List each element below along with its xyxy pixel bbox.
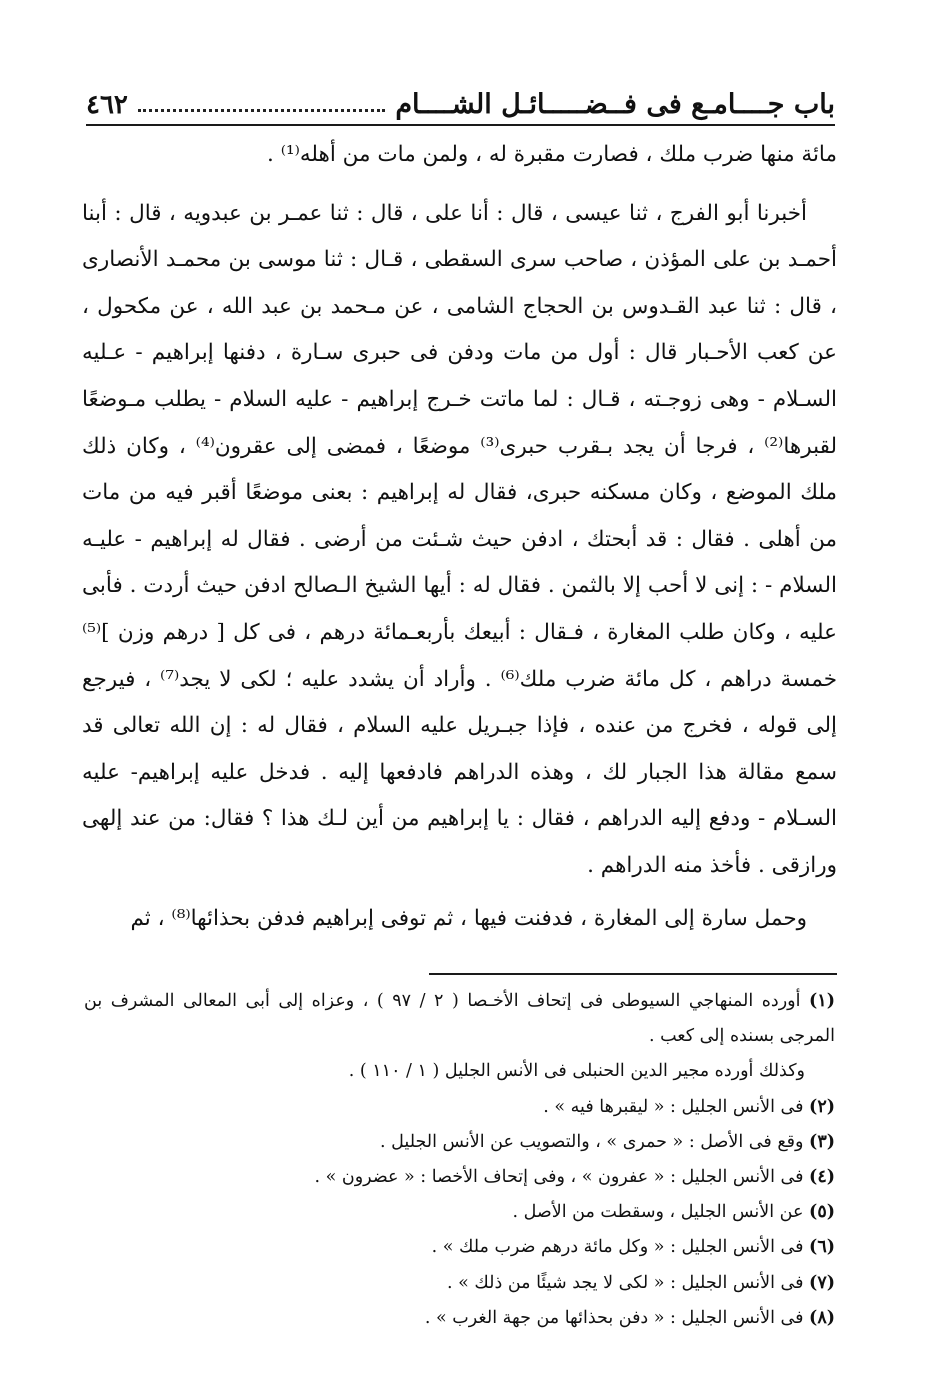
footnote-number: (٥) bbox=[809, 1202, 835, 1223]
footnote-text: فى الأنس الجليل : « دفن بحذائها من جهة الغرب » . bbox=[424, 1307, 804, 1328]
paragraph-1: مائة منها ضرب ملك ، فصارت مقبرة له ، ولمن مات من أهله⁽¹⁾ . bbox=[267, 142, 837, 167]
footnotes bbox=[84, 984, 835, 1336]
footnote-3 bbox=[84, 1125, 835, 1160]
running-header bbox=[86, 72, 835, 126]
footnote-6 bbox=[84, 1230, 835, 1265]
footnote-text: فى الأنس الجليل : « عفرون » ، وفى إتحاف الأخصا : « عضرون » . bbox=[314, 1167, 804, 1188]
footnote-2 bbox=[84, 1090, 835, 1125]
footnote-text: وقع فى الأصل : « حمرى » ، والتصويب عن الأنس الجليل . bbox=[380, 1131, 804, 1152]
footnote-5 bbox=[84, 1195, 835, 1230]
header-title: باب جــــامـع فى فــضـــــائـل الشــــام bbox=[395, 89, 835, 120]
footnote-text: فى الأنس الجليل : « لكى لا يجد شيئًا من ذلك » . bbox=[446, 1272, 804, 1293]
footnote-text: عن الأنس الجليل ، وسقطت من الأصل . bbox=[512, 1202, 804, 1223]
footnote-number: (٨) bbox=[809, 1307, 835, 1328]
paragraph-3: وحمل سارة إلى المغارة ، فدفنت فيها ، ثم توفى إبراهيم فدفن بحذائها⁽⁸⁾ ، ثم bbox=[130, 905, 807, 931]
footnote-1 bbox=[84, 984, 835, 1054]
footnote-number: (٢) bbox=[809, 1096, 835, 1117]
footnote-number: (٦) bbox=[809, 1237, 835, 1258]
footnote-number: (٧) bbox=[809, 1272, 835, 1293]
page-number: ٤٦٢ bbox=[86, 90, 128, 120]
paragraph-2: أخبرنا أبو الفرج ، ثنا عيسى ، قال : أنا على ، قال : ثنا عمـر بن عبدويه ، قال : أبنا أحمـد بن على المؤذن ، صاحب سرى السقطى ، قـال : ثنا موسى بن محمـد الأنصارى ، قال : ثنا عبد القـدوس بن الحجاج الشامى ، عن مـحمد بن عبد الله ، عن مكحول ، عن كعب الأحـبار قال : أول من مات ودفن فى حبرى سـارة ، دفنها إبراهيم - عـليه السـلام - وهى زوجـته ، قـال : لما ماتت خـرج إبراهيم - عليه السلام - يطلب مـوضعًا لقبرها⁽²⁾ ، فرجا أن يجد بـقرب حبرى⁽³⁾ موضعًا ، فمضى إلى عقرون⁽⁴⁾ ، وكان ذلك ملك الموضع ، وكان مسكنه حبرى، فقال له إبراهيم : بعنى موضعًا أقبر فيه من مات من أهلى . فقال : قد أبحتك ، ادفن حيث شـئت من أرضى . فقال له إبراهيم - عليـه السلام - : إنى لا أحب إلا بالثمن . فقال له : أيها الشيخ الـصالح ادفن حيث أردت . فأبى عليه ، وكان طلب المغارة ، فـقال : أبيعك بأربعـمائة درهم ، فى كل [ درهم وزن ]⁽⁵⁾ خمسة دراهم ، كل مائة ضرب ملك⁽⁶⁾ . وأراد أن يشدد عليه ؛ لكى لا يجد⁽⁷⁾ ، فيرجع إلى قوله ، فخرج من عنده ، فإذا جبـريل عليه السلام ، فقال له : إن الله تعالى قد سمع مقالة هذا الجبار لك ، وهذه الدراهم فادفعها إليه . فدخل عليه إبراهيم- عليه السـلام - ودفع إليه الدراهم ، فقال : يا إبراهيم من أين لـك هذا ؟ فقال: من عند إلهى ورازقى . فأخذ منه الدراهم . bbox=[82, 200, 837, 878]
footnote-number: (٣) bbox=[809, 1131, 835, 1152]
footnote-number: (٤) bbox=[809, 1167, 835, 1188]
footnote-8 bbox=[84, 1301, 835, 1336]
footnote-text: وكذلك أورده مجير الدين الحنبلى فى الأنس الجليل ( ١ / ١١٠ ) . bbox=[348, 1061, 805, 1082]
main-text bbox=[82, 132, 837, 942]
footnote-text: فى الأنس الجليل : « ليقبرها فيه » . bbox=[543, 1096, 804, 1117]
footnote-text: أورده المنهاجي السيوطى فى إتحاف الأخـصا ( ٢ / ٩٧ ) ، وعزاه إلى أبى المعالى المشرف بن المرجى بسنده إلى كعب . bbox=[84, 991, 835, 1047]
header-leader-dots bbox=[138, 109, 385, 112]
footnote-number: (١) bbox=[809, 991, 835, 1011]
footnote-7 bbox=[84, 1266, 835, 1301]
footnote-1-continued bbox=[84, 1054, 835, 1089]
footnote-text: فى الأنس الجليل : « وكل مائة درهم ضرب ملك » . bbox=[431, 1237, 804, 1258]
footnote-4 bbox=[84, 1160, 835, 1195]
footnote-separator bbox=[429, 973, 837, 975]
